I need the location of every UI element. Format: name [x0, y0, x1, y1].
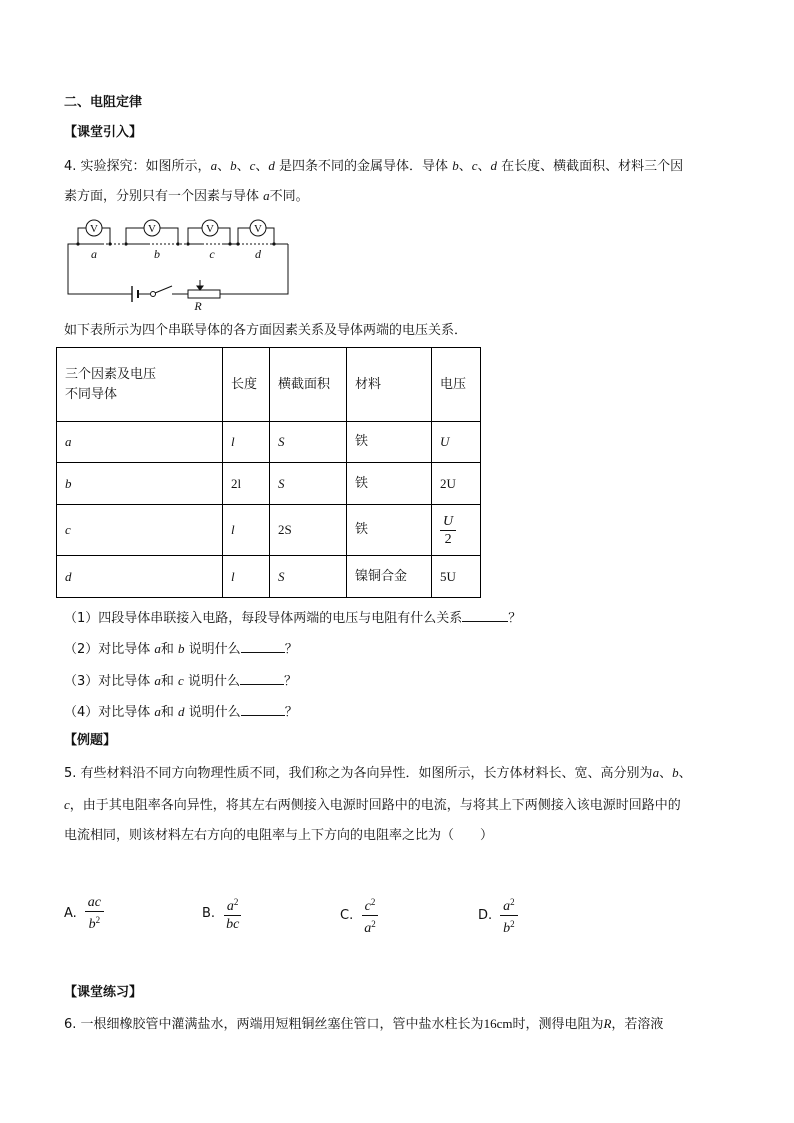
base: a: [364, 921, 372, 936]
section-title: 二、电阻定律: [64, 95, 143, 110]
q4-number: 4.: [64, 159, 77, 174]
conductor-label-b: b: [154, 247, 160, 261]
fraction-numerator: [362, 895, 379, 916]
q5-number: 5.: [64, 766, 77, 781]
row-length: 2l: [223, 463, 270, 505]
row-length: l: [223, 422, 270, 463]
q4-text: 素方面，分别只有一个因素与导体: [64, 189, 260, 204]
answer-blank[interactable]: [241, 638, 285, 653]
option-label: A.: [64, 906, 77, 921]
var: c: [178, 673, 184, 688]
row-material: 镍铜合金: [347, 556, 432, 598]
row-length: l: [223, 505, 270, 556]
q5-text: 有些材料沿不同方向物理性质不同，我们称之为各向异性．如图所示，长方体材料长、宽、高分别为: [80, 766, 653, 781]
subquestion-suffix: ？: [283, 674, 297, 689]
fraction-denominator: [86, 912, 104, 932]
var-a: a: [210, 158, 218, 173]
row-area: S: [270, 422, 347, 463]
example-heading: 【例题】: [64, 733, 117, 748]
column-header-length: 长度: [223, 348, 270, 422]
q6-number: 6.: [64, 1017, 77, 1032]
var-c: c: [471, 158, 478, 173]
q5-text: ，由于其电阻率各向异性，将其左右两侧接入电源时回路中的电流，与将其上下两侧接入该电源时回路中的: [69, 798, 681, 813]
fraction-denominator: bc: [226, 917, 240, 932]
sep: 、: [255, 159, 269, 174]
option-a[interactable]: [64, 895, 104, 932]
column-header-material: 材料: [347, 348, 432, 422]
base: a: [226, 899, 234, 914]
sep: 、: [217, 159, 231, 174]
sep: 、: [458, 159, 472, 174]
subquestion-text: （4）对比导体: [64, 705, 155, 720]
sep: 、: [477, 159, 491, 174]
var-b: b: [672, 765, 679, 780]
subquestion-text: （3）对比导体: [64, 674, 155, 689]
q6-text: ，若溶液: [611, 1017, 664, 1032]
row-name: c: [57, 505, 223, 556]
var-b: b: [452, 158, 459, 173]
intro-heading: 【课堂引入】: [64, 125, 143, 140]
sep: 、: [236, 159, 250, 174]
fraction-numerator: ac: [85, 895, 104, 912]
table-row: [57, 422, 481, 463]
var-c: c: [64, 797, 70, 812]
row-name: a: [57, 422, 223, 463]
var-c: c: [249, 158, 256, 173]
fraction-numerator: [224, 895, 242, 916]
header-line2: 不同导体: [65, 386, 118, 402]
base: b: [88, 917, 96, 932]
option-label: C.: [340, 908, 354, 923]
subquestion-4: [64, 701, 298, 722]
q4-line1: [64, 157, 683, 176]
voltmeter-label: V: [90, 223, 98, 235]
q4-line2: [64, 187, 309, 206]
row-area: S: [270, 463, 347, 505]
subquestion-text: 和: [160, 642, 179, 657]
subquestion-suffix: ？: [508, 611, 522, 626]
var-a: a: [263, 188, 270, 203]
exponent: 2: [95, 915, 101, 925]
row-voltage: [432, 505, 481, 556]
subquestion-1: [64, 607, 521, 628]
exponent: 2: [510, 897, 515, 907]
var: b: [178, 641, 185, 656]
option-b[interactable]: [202, 895, 242, 932]
voltmeter-label: V: [206, 223, 214, 235]
var-b: b: [230, 158, 237, 173]
subquestion-text: 和: [160, 674, 179, 689]
table-header-row: [57, 348, 481, 422]
column-header-area: 横截面积: [270, 348, 347, 422]
fraction-denominator: 2: [444, 531, 452, 547]
answer-blank[interactable]: [240, 670, 284, 685]
option-c[interactable]: [340, 895, 379, 936]
conductor-label-a: a: [91, 247, 97, 261]
subquestion-suffix: ？: [284, 642, 298, 657]
factors-table: [56, 347, 481, 598]
row-area: 2S: [270, 505, 347, 556]
answer-blank[interactable]: [462, 607, 508, 622]
option-fraction: [85, 895, 104, 932]
subquestion-3: [64, 670, 297, 691]
var-a: a: [652, 765, 660, 780]
sep: 、: [678, 766, 692, 781]
q5-line1: [64, 764, 692, 783]
sep: 、: [659, 766, 673, 781]
var: a: [154, 704, 161, 719]
row-length: l: [223, 556, 270, 598]
table-corner-header: [57, 348, 223, 422]
option-fraction: [223, 895, 242, 932]
var-d: d: [490, 158, 497, 173]
subquestion-text: 说明什么: [184, 642, 241, 657]
table-row: [57, 463, 481, 505]
column-header-voltage: 电压: [432, 348, 481, 422]
q4-text: 不同。: [269, 189, 309, 204]
row-material: 铁: [347, 463, 432, 505]
exponent: 2: [370, 897, 376, 907]
row-name: d: [57, 556, 223, 598]
fraction-denominator: [361, 916, 379, 936]
row-area: S: [270, 556, 347, 598]
conductor-label-c: c: [209, 247, 215, 261]
rheostat-label: R: [194, 299, 202, 313]
exponent: 2: [510, 919, 515, 929]
conductor-label-d: d: [255, 247, 261, 261]
var-r: R: [603, 1016, 612, 1031]
q4-text: 在长度、横截面积、材料三个因: [501, 159, 684, 174]
var: d: [178, 704, 185, 719]
fraction-numerator: [500, 895, 518, 916]
row-name: b: [57, 463, 223, 505]
row-voltage: U: [432, 422, 481, 463]
option-label: B.: [202, 906, 216, 921]
subquestion-text: 说明什么: [184, 705, 241, 720]
subquestion-text: （2）对比导体: [64, 642, 155, 657]
fraction-denominator: [500, 916, 518, 936]
q5-line3: 电流相同，则该材料左右方向的电阻率与上下方向的电阻率之比为（ ）: [64, 828, 494, 843]
row-voltage: 2U: [432, 463, 481, 505]
voltage-fraction: [440, 514, 456, 547]
subquestion-text: 说明什么: [183, 674, 240, 689]
option-fraction: [500, 895, 518, 936]
subquestion-suffix: ？: [284, 705, 298, 720]
practice-heading: 【课堂练习】: [64, 985, 143, 1000]
row-material: 铁: [347, 422, 432, 463]
row-material: 铁: [347, 505, 432, 556]
q4-text: 实验探究：如图所示，: [80, 159, 211, 174]
base: c: [364, 899, 371, 914]
answer-blank[interactable]: [241, 701, 285, 716]
var: a: [154, 673, 161, 688]
var: a: [154, 641, 161, 656]
q5-line2: [64, 796, 681, 815]
q4-text: 是四条不同的金属导体．导体: [279, 159, 449, 174]
q6-text: 时，测得电阻为: [512, 1017, 604, 1032]
subquestion-text: （1）四段导体串联接入电路，每段导体两端的电压与电阻有什么关系: [64, 611, 463, 626]
q6-length: 16cm: [483, 1016, 513, 1031]
option-label: D.: [478, 908, 493, 923]
q6-text: 一根细橡胶管中灌满盐水，两端用短粗铜丝塞住管口，管中盐水柱长为: [80, 1017, 484, 1032]
fraction-numerator: U: [440, 514, 456, 531]
table-intro: 如下表所示为四个串联导体的各方面因素关系及导体两端的电压关系．: [64, 323, 468, 338]
voltmeter-label: V: [148, 223, 156, 235]
base: b: [503, 921, 511, 936]
header-line1: 三个因素及电压: [65, 366, 157, 382]
exponent: 2: [371, 919, 376, 929]
subquestion-text: 和: [160, 705, 179, 720]
table-row: [57, 556, 481, 598]
circuit-diagram: [60, 214, 300, 314]
row-voltage: 5U: [432, 556, 481, 598]
subquestion-2: [64, 638, 298, 659]
q6-line1: [64, 1015, 663, 1034]
option-d[interactable]: [478, 895, 518, 936]
var-d: d: [268, 158, 275, 173]
base: a: [503, 899, 511, 914]
exponent: 2: [233, 897, 239, 907]
table-row: [57, 505, 481, 556]
voltmeter-label: V: [254, 223, 262, 235]
option-fraction: [361, 895, 379, 936]
